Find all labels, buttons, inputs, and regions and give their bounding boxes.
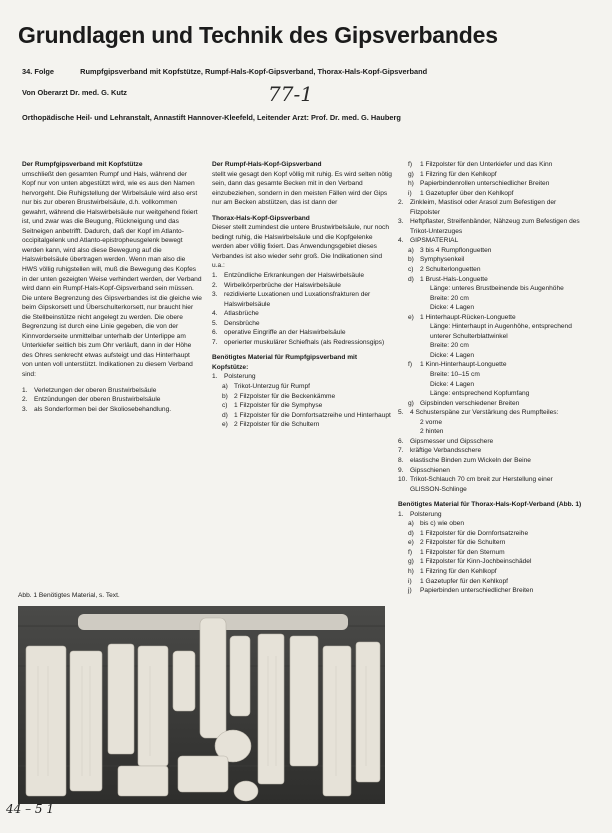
- list-item: d) 1 Filzpolster für die Dornfortsatzreihe und Hinterhaupt: [222, 411, 391, 419]
- page-title: Grundlagen und Technik des Gipsverbandes: [18, 22, 498, 48]
- col3-list-a: [398, 160, 586, 198]
- list-item: 3. als Sonderformen bei der Skoliosebehandlung.: [22, 405, 172, 413]
- list-item: 7. kräftige Verbandsschere: [398, 447, 482, 455]
- list-item: Breite: 20 cm: [430, 342, 469, 350]
- institution-line: Orthopädische Heil- und Lehranstalt, Annastift Hannover-Kleefeld, Leitender Arzt: Prof. Dr. med. G. Hauberg: [22, 113, 401, 122]
- col2-indications: [212, 271, 392, 347]
- list-item: 10. Trikot-Schlauch 70 cm breit zur Herstellung einer GLISSON-Schlinge: [398, 476, 553, 493]
- list-item: 5. Densbrüche: [212, 319, 260, 327]
- col3-gips-list: [398, 246, 586, 408]
- list-item: f) 1 Filzpolster für den Unterkiefer und das Kinn: [408, 161, 553, 168]
- column-1: [22, 160, 202, 414]
- list-item: 5. 4 Schusterspäne zur Verstärkung des Rumpfteiles:: [398, 409, 559, 417]
- list-item: f) 1 Kinn-Hinterhaupt-Longuette: [408, 361, 507, 369]
- col3-list-b: [398, 198, 586, 246]
- list-item: e) 2 Filzpolster für die Schultern: [408, 539, 506, 547]
- col3-thorax-list: [398, 519, 586, 595]
- list-item: i) 1 Gazetupfer für den Kehlkopf: [408, 577, 508, 585]
- list-item: Dicke: 4 Lagen: [430, 304, 474, 312]
- list-item: h) Papierbindenrollen unterschiedlicher Breiten: [408, 180, 550, 188]
- list-item: g) 1 Filzpolster für Kinn-Jochbeinschädel: [408, 558, 532, 566]
- column-3: [398, 160, 586, 596]
- col1-body: umschließt den gesamten Rumpf und Hals, während der Kopf nur von unten abgestützt wird, wie es aus den Namen hervorgeht. Die Ruhigstellung der Wirbelsäule wird also erst nur bis zur oberen Brustwirbelsäule, d.h. vollkommen gewahrt, während die Halswirbelsäule nur weitgehend fixiert ist, und zwar was die Beugung, Rückneigung und das Seitneigen anbetrifft. Dadurch, daß der Kopf im Atlanto-occipitalgelenk und Atlanto-epistropheusgelenk bewegt werden kann, wird also diese Bewegung auf die Halswirbelsäule übertragen werden. Wenn man also die HWS völlig ruhigstellen will, muß die Bewegung des Kopfes in der unten gezeigten Weise verhindert werden, der Verband wird dann ein Rumpf-Hals-Kopf-Gipsverband sein müssen. Die untere Begrenzung des Gipsverbandes ist die gleiche wie beim Gipskorsett und Überschulterkorsett, nur braucht hier die Stellbeinstütze nicht angelegt zu werden. Die obere Begrenzung ist durch eine Linie gegeben, die von der Kinnvorderseite unmittelbar unterhalb der Unterlippe am Unterkiefer seitlich bis zum Ohr verläuft, dann in der Höhe des Ohres senkrecht etwas aufsteigt und das Hinterhaupt von unten voll unterstützt. Indikationen zu diesem Verband sind:: [22, 170, 202, 379]
- list-item: 1. Polsterung: [398, 510, 442, 518]
- author-line: Von Oberarzt Dr. med. G. Kutz: [22, 88, 127, 97]
- list-item: Länge: unteres Brustbeinende bis Augenhöhe: [430, 285, 564, 293]
- col2-body-2: Dieser stellt zumindest die untere Brustwirbelsäule, nur noch bedingt ruhig, die Halswirbelsäule und die Kopfgelenke werden aber völlig fixiert. Das Anwendungsgebiet dieses Verbandes ist also wieder sehr groß. Die Indikationen sind u.a.:: [212, 224, 390, 270]
- series-topics: Rumpfgipsverband mit Kopfstütze, Rumpf-Hals-Kopf-Gipsverband, Thorax-Hals-Kopf-Gipsverband: [80, 67, 428, 76]
- list-item: 1. Entzündliche Erkrankungen der Halswirbelsäule: [212, 272, 365, 280]
- list-item: e) 1 Hinterhaupt-Rücken-Longuette: [408, 313, 516, 321]
- list-item: i) 1 Gazetupfer über den Kehlkopf: [408, 189, 514, 197]
- col2-heading-2: Thorax-Hals-Kopf-Gipsverband: [212, 214, 310, 222]
- list-item: d) 1 Brust-Hals-Longuette: [408, 275, 488, 283]
- list-item: c) 1 Filzpolster für die Symphyse: [222, 402, 323, 410]
- list-item: Länge: entsprechend Kopfumfang: [430, 390, 530, 398]
- list-item: 6. Gipsmesser und Gipsschere: [398, 437, 494, 445]
- series-part: 34. Folge: [22, 67, 55, 76]
- series-line: [22, 67, 427, 76]
- list-item: 3. rezidivierte Luxationen und Luxationsfrakturen der Halswirbelsäule: [212, 291, 371, 308]
- col2-materials: [212, 382, 392, 430]
- list-item: 4. Atlasbrüche: [212, 310, 259, 318]
- list-item: b) 2 Filzpolster für die Beckenkämme: [222, 392, 336, 400]
- list-item: Länge: Hinterhaupt in Augenhöhe, entsprechend unterer Schulterblattwinkel: [430, 323, 572, 340]
- list-item: Dicke: 4 Lagen: [430, 351, 474, 359]
- list-item: 2. Wirbelkörperbrüche der Halswirbelsäule: [212, 281, 341, 289]
- list-item: Breite: 10–15 cm: [430, 371, 480, 379]
- list-item: g) 1 Filzring für den Kehlkopf: [408, 170, 497, 178]
- list-item: Breite: 20 cm: [430, 294, 469, 302]
- page-footer: 44 – 5 1: [6, 802, 54, 816]
- list-item: h) 1 Filzring für den Kehlkopf: [408, 567, 497, 575]
- col2-body-1: stellt wie gesagt den Kopf völlig mit ruhig. Es wird selten nötig sein, dann das gesamte Becken mit in den Verband einzubeziehen, sondern in den meisten Fällen wird der Gips nur am Becken abstützen, das ist dann der: [212, 170, 392, 207]
- list-item: 2. Entzündungen der oberen Brustwirbelsäule: [22, 396, 161, 404]
- list-item: b) Symphysenkeil: [408, 256, 465, 264]
- col3-heading: Benötigtes Material für Thorax-Hals-Kopf-Verband (Abb. 1): [398, 501, 582, 509]
- col2-heading-1: Der Rumpf-Hals-Kopf-Gipsverband: [212, 161, 322, 168]
- list-item: 1. Verletzungen der oberen Brustwirbelsäule: [22, 386, 157, 394]
- list-item: g) Gipsbinden verschiedener Breiten: [408, 399, 520, 407]
- figure-caption: Abb. 1 Benötigtes Material, s. Text.: [18, 592, 120, 599]
- list-item: 2 vorne: [420, 418, 442, 426]
- col3-list-c: [398, 408, 586, 494]
- list-item: 2 hinten: [420, 428, 444, 436]
- list-item: d) 1 Filzpolster für die Dornfortsatzreihe: [408, 529, 529, 537]
- list-item: a) bis c) wie oben: [408, 520, 464, 528]
- list-item: 3. Heftpflaster, Streifenbänder, Nähzeug zum Befestigen des Trikot-Unterzuges: [398, 218, 580, 235]
- list-item: 9. Gipsschienen: [398, 466, 450, 474]
- list-item: 7. operierter muskulärer Schiefhals (als Redressionsgips): [212, 338, 385, 346]
- list-item: a) Trikot-Unterzug für Rumpf: [222, 383, 310, 391]
- list-item: a) 3 bis 4 Rumpflonguetten: [408, 246, 492, 254]
- handwritten-note: 77-1: [268, 82, 313, 106]
- list-item: Dicke: 4 Lagen: [430, 380, 474, 388]
- list-item: 1. Polsterung: [212, 373, 256, 381]
- list-item: f) 1 Filzpolster für den Sternum: [408, 548, 505, 556]
- materials-photo: [18, 606, 385, 804]
- list-item: c) 2 Schulterlonguetten: [408, 266, 481, 274]
- list-item: 4. GIPSMATERIAL: [398, 237, 459, 245]
- col1-indications: [22, 386, 202, 415]
- col1-heading: Der Rumpfgipsverband mit Kopfstütze: [22, 161, 143, 168]
- list-item: 2. Zinkleim, Mastisol oder Arasol zum Befestigen der Filzpolster: [398, 199, 557, 216]
- column-2: [212, 160, 392, 430]
- col2-heading-3: Benötigtes Material für Rumpfgipsverband mit Kopfstütze:: [212, 354, 358, 371]
- list-item: 6. operative Eingriffe an der Halswirbelsäule: [212, 329, 346, 337]
- list-item: 8. elastische Binden zum Wickeln der Beine: [398, 456, 531, 464]
- list-item: j) Papierbinden unterschiedlicher Breiten: [408, 587, 534, 595]
- list-item: e) 2 Filzpolster für die Schultern: [222, 421, 320, 429]
